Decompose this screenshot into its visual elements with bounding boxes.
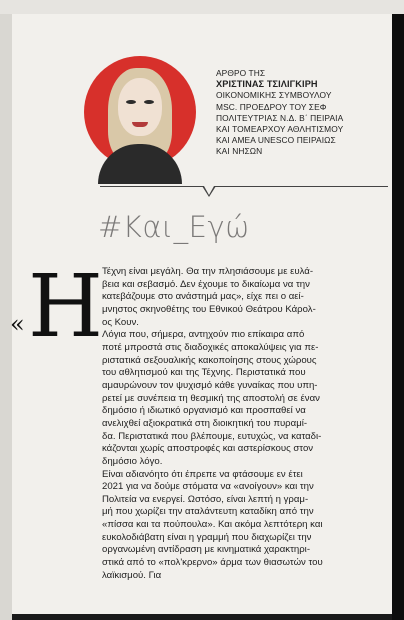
body-line: Λόγια που, σήμερα, αντηχούν πιο επίκαιρα από xyxy=(102,329,305,341)
body-line: δημόσιο λόγο. xyxy=(102,455,163,467)
author-byline xyxy=(216,68,388,158)
body-line: «πίσσα και τα πούπουλα». Και ακόμα λεπτότερη και xyxy=(102,519,323,531)
body-line: δημόσιο ή ιδιωτικό οργανισμό και προσπαθεί να xyxy=(102,405,306,417)
body-line: ανελιχθεί αξιοκρατικά στη διοικητική του πυραμί- xyxy=(102,417,308,429)
portrait-mouth xyxy=(132,122,148,127)
byline-line: ΟΙΚΟΝΟΜΙΚΗΣ ΣΥΜΒΟΥΛΟΥ xyxy=(216,90,332,101)
byline-author-name: ΧΡΙΣΤΙΝΑΣ ΤΣΙΛΙΓΚΙΡΗ xyxy=(216,79,318,90)
author-portrait xyxy=(84,56,196,168)
body-line: Πολιτεία να ενεργεί. Ωστόσο, είναι λεπτή η γραμ- xyxy=(102,493,309,505)
byline-line: ΚΑΙ ΝΗΣΩΝ xyxy=(216,146,263,157)
byline-line: ΚΑΙ ΑΜΕΑ UNESCO ΠΕΙΡΑΙΩΣ xyxy=(216,135,336,146)
body-line: Είναι αδιανόητο ότι έπρεπε να φτάσουμε εν έτει xyxy=(102,468,303,480)
body-line: στικά από το «πολ'κρερνο» άρμα των θιασωτών του xyxy=(102,557,323,569)
body-line: μή που χωρίζει την αταλάντευτη καταδίκη από την xyxy=(102,506,314,518)
body-line: αμαυρώνουν τον ψυχισμό κάθε γυναίκας που υπη- xyxy=(102,379,318,391)
article-body xyxy=(102,266,386,582)
article-headline: #Και_Εγώ xyxy=(98,210,250,244)
byline-line: ΠΟΛΙΤΕΥΤΡΙΑΣ Ν.Δ. Β΄ ΠΕΙΡΑΙΑ xyxy=(216,112,344,123)
body-line: δα. Περιστατικά που βλέπουμε, ευτυχώς, να καταδι- xyxy=(102,430,322,442)
divider-pointer-fill xyxy=(204,186,214,195)
body-line: ριστατικά σεξουαλικής κακοποίησης στους χώρους xyxy=(102,354,317,366)
byline-divider xyxy=(100,186,388,187)
body-line: ος Κουν. xyxy=(102,316,139,328)
dropcap-quote-mark: « xyxy=(10,310,25,338)
byline-line: ΚΑΙ ΤΟΜΕΑΡΧΟΥ ΑΘΛΗΤΙΣΜΟΥ xyxy=(216,124,344,135)
portrait-eye-left xyxy=(126,100,136,104)
body-line: ρετεί με συνέπεια τη θεσμική της αποστολή σε έναν xyxy=(102,392,320,404)
byline-line: MSC. ΠΡΟΕΔΡΟΥ ΤΟΥ ΣΕΦ xyxy=(216,101,327,112)
byline-intro: ΑΡΘΡΟ ΤΗΣ xyxy=(216,68,266,78)
body-line: οργανωμένη αντίδραση με κινηματικά χαρακτηρι- xyxy=(102,544,311,556)
body-line: Τέχνη είναι μεγάλη. Θα την πλησιάσουμε με ευλά- xyxy=(102,266,314,277)
body-line: βεια και σεβασμό. Δεν έχουμε το δικαίωμα να την xyxy=(102,278,310,290)
scan-right-edge xyxy=(392,14,404,620)
scan-top-strip xyxy=(0,0,404,14)
portrait-face xyxy=(118,78,162,136)
body-line: ποτέ μπροστά στις διαδοχικές αποκαλύψεις για πε- xyxy=(102,341,319,353)
portrait-shoulders xyxy=(98,144,182,184)
dropcap-letter: Η xyxy=(28,257,103,357)
portrait-eye-right xyxy=(144,100,154,104)
body-line: κάζονται χωρίς αποστροφές και αστερίσκους στον xyxy=(102,443,314,455)
body-line: μνηστος σκηνοθέτης του Εθνικού Θεάτρου Κάρολ- xyxy=(102,303,316,315)
body-line: ευκολοδιάβατη είναι η γραμμή που διαχωρίζει την xyxy=(102,531,312,543)
body-line: λαϊκισμού. Για xyxy=(102,569,162,581)
body-line: κατεβάζουμε στο ανάστημά μας», είχε πει ο αεί- xyxy=(102,291,304,303)
newspaper-page xyxy=(12,14,392,614)
body-line: του αθλητισμού και της Τέχνης. Περιστατικά που xyxy=(102,367,306,379)
body-line: 2021 για να δούμε στόματα να «ανοίγουν» και την xyxy=(102,481,314,493)
